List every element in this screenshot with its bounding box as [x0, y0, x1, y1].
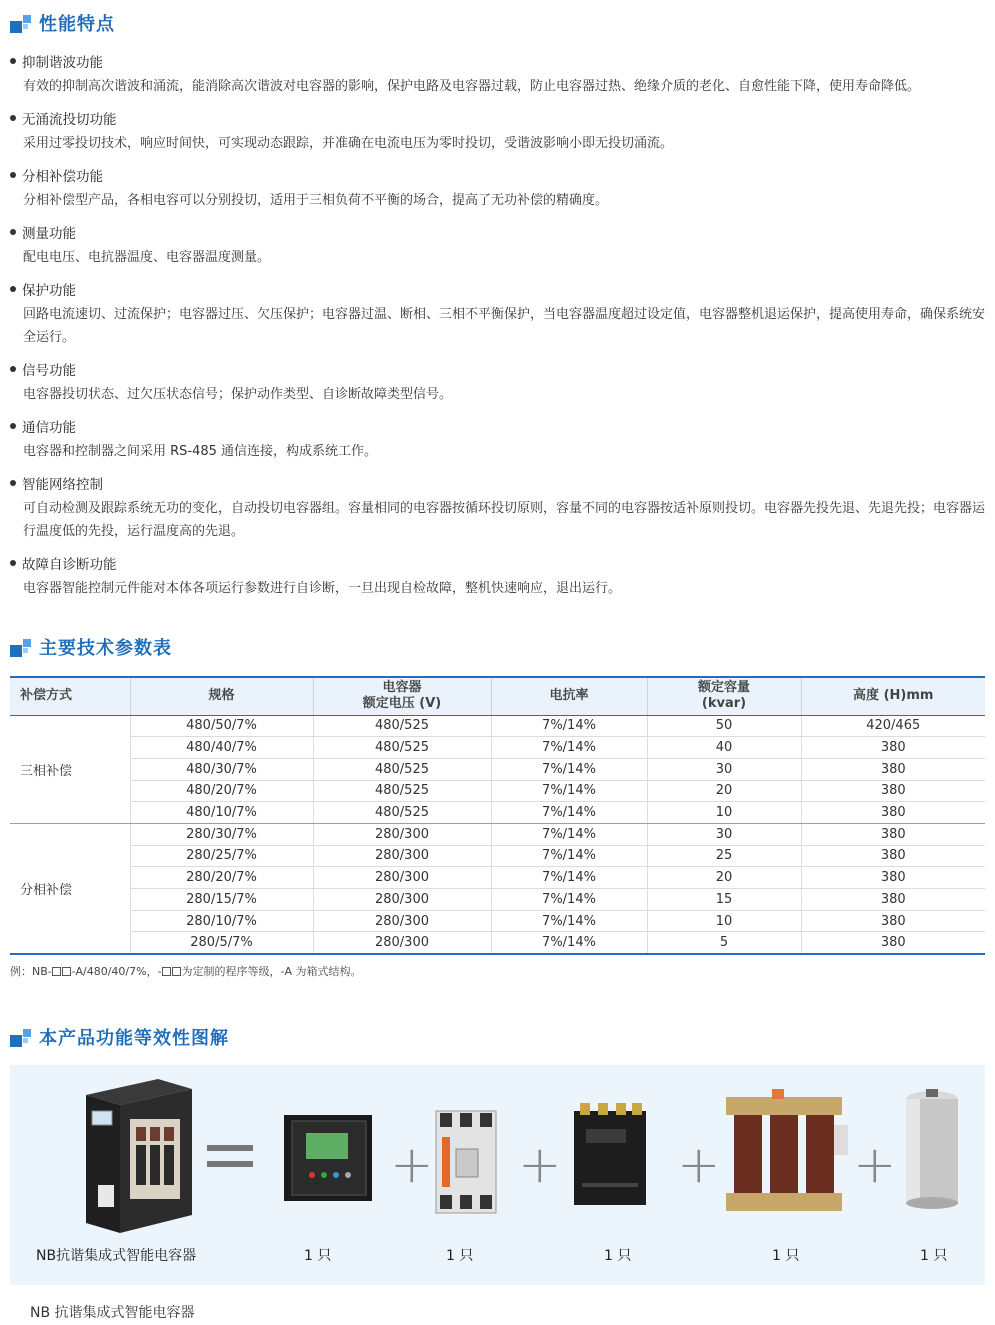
- cell-reactance: 7%/14%: [491, 802, 647, 824]
- cell-height: 380: [801, 867, 985, 889]
- header-reactance: 电抗率: [491, 677, 647, 715]
- bullet-icon: [10, 286, 16, 292]
- feature-title: [10, 355, 988, 383]
- bullet-icon: [10, 58, 16, 64]
- bullet-icon: [10, 366, 16, 372]
- feature-title-text: 抑制谐波功能: [22, 55, 103, 71]
- cell-height: 380: [801, 910, 985, 932]
- table-row: [10, 780, 985, 802]
- cell-capacity: 15: [647, 889, 801, 911]
- cell-voltage: 480/525: [313, 758, 491, 780]
- feature-title-text: 信号功能: [22, 363, 76, 379]
- cell-capacity: 50: [647, 715, 801, 737]
- cell-capacity: 40: [647, 737, 801, 759]
- cell-height: 380: [801, 780, 985, 802]
- cell-capacity: 10: [647, 910, 801, 932]
- capacitor-image: [902, 1087, 962, 1215]
- cell-capacity: 20: [647, 780, 801, 802]
- table-row: [10, 889, 985, 911]
- equals-icon: [207, 1145, 253, 1177]
- feature-description: 电容器和控制器之间采用 RS-485 通信连接，构成系统工作。: [23, 444, 378, 459]
- cell-voltage: 480/525: [313, 802, 491, 824]
- cell-height: 380: [801, 737, 985, 759]
- bullet-icon: [10, 480, 16, 486]
- header-capacity: 额定容量 (kvar): [647, 677, 801, 715]
- cell-spec: 280/10/7%: [130, 910, 313, 932]
- component-label: 1 只: [304, 1248, 332, 1264]
- cell-height: 380: [801, 823, 985, 845]
- feature-description: 回路电流速切、过流保护；电容器过压、欠压保护；电容器过温、断相、三相不平衡保护，当电容器温度超过设定值，电容器整机退运保护，提高使用寿命，确保系统安全运行。: [23, 307, 986, 345]
- feature-title: [10, 218, 988, 246]
- cell-voltage: 280/300: [313, 910, 491, 932]
- equivalence-panel: [10, 1065, 985, 1285]
- feature-title-text: 无涌流投切功能: [22, 112, 117, 128]
- params-title: 主要技术参数表: [39, 638, 172, 659]
- plus-icon: +: [853, 1135, 897, 1195]
- feature-description: 分相补偿型产品，各相电容可以分别投切，适用于三相负荷不平衡的场合，提高了无功补偿的精确度。: [23, 193, 609, 208]
- table-row: [10, 845, 985, 867]
- bullet-icon: [10, 115, 16, 121]
- feature-item: [10, 412, 988, 463]
- cell-height: 380: [801, 802, 985, 824]
- component-label: 1 只: [604, 1248, 632, 1264]
- feature-title-text: 保护功能: [22, 283, 76, 299]
- plus-icon: +: [518, 1135, 562, 1195]
- cell-voltage: 280/300: [313, 823, 491, 845]
- features-list: [10, 47, 988, 606]
- cell-spec: 480/50/7%: [130, 715, 313, 737]
- header-spec: 规格: [130, 677, 313, 715]
- feature-item: [10, 469, 988, 543]
- cell-voltage: 480/525: [313, 780, 491, 802]
- cell-reactance: 7%/14%: [491, 823, 647, 845]
- cell-capacity: 30: [647, 823, 801, 845]
- feature-title: [10, 161, 988, 189]
- feature-description: 有效的抑制高次谐波和涌流，能消除高次谐波对电容器的影响，保护电路及电容器过载，防止电容器过热、绝缘介质的老化、自愈性能下降，使用寿命降低。: [23, 79, 921, 94]
- bullet-icon: [10, 560, 16, 566]
- features-title: 性能特点: [39, 14, 115, 35]
- cell-spec: 480/40/7%: [130, 737, 313, 759]
- feature-description: 电容器投切状态、过欠压状态信号；保护动作类型、自诊断故障类型信号。: [23, 387, 453, 402]
- cell-spec: 280/20/7%: [130, 867, 313, 889]
- feature-description: 可自动检测及跟踪系统无功的变化，自动投切电容器组。容量相同的电容器按循环投切原则，容量不同的电容器按适补原则投切。电容器先投先退、先退先投；电容器运行温度低的先投，运行温度高的先退。: [23, 501, 986, 539]
- section-squares-icon: [10, 13, 32, 33]
- feature-title-text: 测量功能: [22, 226, 76, 242]
- feature-description: 采用过零投切技术，响应时间快，可实现动态跟踪，并准确在电流电压为零时投切，受谐波影响小即无投切涌流。: [23, 136, 674, 151]
- table-header-row: [10, 677, 985, 715]
- cell-reactance: 7%/14%: [491, 867, 647, 889]
- feature-title-text: 智能网络控制: [22, 477, 103, 493]
- cell-height: 380: [801, 758, 985, 780]
- table-row: [10, 867, 985, 889]
- equiv-title: 本产品功能等效性图解: [39, 1028, 229, 1049]
- table-note: 例：NB- -A/480/40/7%，- 为定制的程序等级，-A 为箱式结构。: [10, 965, 362, 978]
- bullet-icon: [10, 423, 16, 429]
- component-label: 1 只: [446, 1248, 474, 1264]
- table-row: [10, 737, 985, 759]
- cell-voltage: 280/300: [313, 932, 491, 954]
- cell-reactance: 7%/14%: [491, 932, 647, 954]
- feature-item: [10, 104, 988, 155]
- group-cell: 三相补偿: [10, 715, 130, 823]
- cell-capacity: 20: [647, 867, 801, 889]
- feature-title-text: 故障自诊断功能: [22, 557, 117, 573]
- cell-capacity: 5: [647, 932, 801, 954]
- feature-title: [10, 275, 988, 303]
- cell-capacity: 25: [647, 845, 801, 867]
- cell-capacity: 10: [647, 802, 801, 824]
- cell-reactance: 7%/14%: [491, 910, 647, 932]
- plus-icon: +: [390, 1135, 434, 1195]
- cell-spec: 280/25/7%: [130, 845, 313, 867]
- cell-spec: 480/30/7%: [130, 758, 313, 780]
- table-row: [10, 823, 985, 845]
- table-row: [10, 715, 985, 737]
- footer-caption: NB 抗谐集成式智能电容器: [30, 1305, 195, 1321]
- bullet-icon: [10, 172, 16, 178]
- feature-title: [10, 104, 988, 132]
- component-label: 1 只: [772, 1248, 800, 1264]
- cell-height: 380: [801, 932, 985, 954]
- controller-image: [282, 1113, 378, 1209]
- cell-spec: 280/15/7%: [130, 889, 313, 911]
- features-section-heading: [10, 10, 115, 36]
- equiv-section-heading: [10, 1024, 229, 1050]
- cell-voltage: 480/525: [313, 737, 491, 759]
- table-row: [10, 802, 985, 824]
- table-row: [10, 932, 985, 954]
- table-row: [10, 758, 985, 780]
- cell-height: 380: [801, 845, 985, 867]
- cell-reactance: 7%/14%: [491, 715, 647, 737]
- group-cell: 分相补偿: [10, 823, 130, 953]
- feature-item: [10, 218, 988, 269]
- cell-reactance: 7%/14%: [491, 889, 647, 911]
- cell-spec: 480/20/7%: [130, 780, 313, 802]
- feature-title: [10, 469, 988, 497]
- cell-spec: 280/30/7%: [130, 823, 313, 845]
- cell-spec: 280/5/7%: [130, 932, 313, 954]
- feature-item: [10, 355, 988, 406]
- header-voltage: 电容器 额定电压 (V): [313, 677, 491, 715]
- feature-item: [10, 275, 988, 349]
- feature-description: 配电电压、电抗器温度、电容器温度测量。: [23, 250, 271, 265]
- feature-description: 电容器智能控制元件能对本体各项运行参数进行自诊断，一旦出现自检故障，整机快速响应，退出运行。: [23, 581, 622, 596]
- feature-title-text: 通信功能: [22, 420, 76, 436]
- feature-title: [10, 47, 988, 75]
- cell-voltage: 480/525: [313, 715, 491, 737]
- integrated-capacitor-image: [68, 1075, 198, 1239]
- component-label: 1 只: [920, 1248, 948, 1264]
- cell-height: 420/465: [801, 715, 985, 737]
- switch-module-image: [570, 1099, 654, 1213]
- feature-item: [10, 161, 988, 212]
- cell-capacity: 30: [647, 758, 801, 780]
- plus-icon: +: [677, 1135, 721, 1195]
- feature-title: [10, 549, 988, 577]
- cell-reactance: 7%/14%: [491, 780, 647, 802]
- cell-voltage: 280/300: [313, 845, 491, 867]
- cell-reactance: 7%/14%: [491, 737, 647, 759]
- cell-reactance: 7%/14%: [491, 845, 647, 867]
- header-height: 高度 (H)mm: [801, 677, 985, 715]
- cell-spec: 480/10/7%: [130, 802, 313, 824]
- cell-voltage: 280/300: [313, 867, 491, 889]
- product-label: NB抗谐集成式智能电容器: [36, 1248, 197, 1264]
- reactor-image: [720, 1085, 850, 1225]
- cell-voltage: 280/300: [313, 889, 491, 911]
- feature-title: [10, 412, 988, 440]
- params-section-heading: [10, 634, 172, 660]
- circuit-breaker-image: [430, 1107, 502, 1221]
- bullet-icon: [10, 229, 16, 235]
- section-squares-icon: [10, 1027, 32, 1047]
- cell-height: 380: [801, 889, 985, 911]
- table-row: [10, 910, 985, 932]
- cell-reactance: 7%/14%: [491, 758, 647, 780]
- feature-item: [10, 47, 988, 98]
- section-squares-icon: [10, 637, 32, 657]
- feature-title-text: 分相补偿功能: [22, 169, 103, 185]
- feature-item: [10, 549, 988, 600]
- params-table: [10, 676, 985, 955]
- header-mode: 补偿方式: [10, 677, 130, 715]
